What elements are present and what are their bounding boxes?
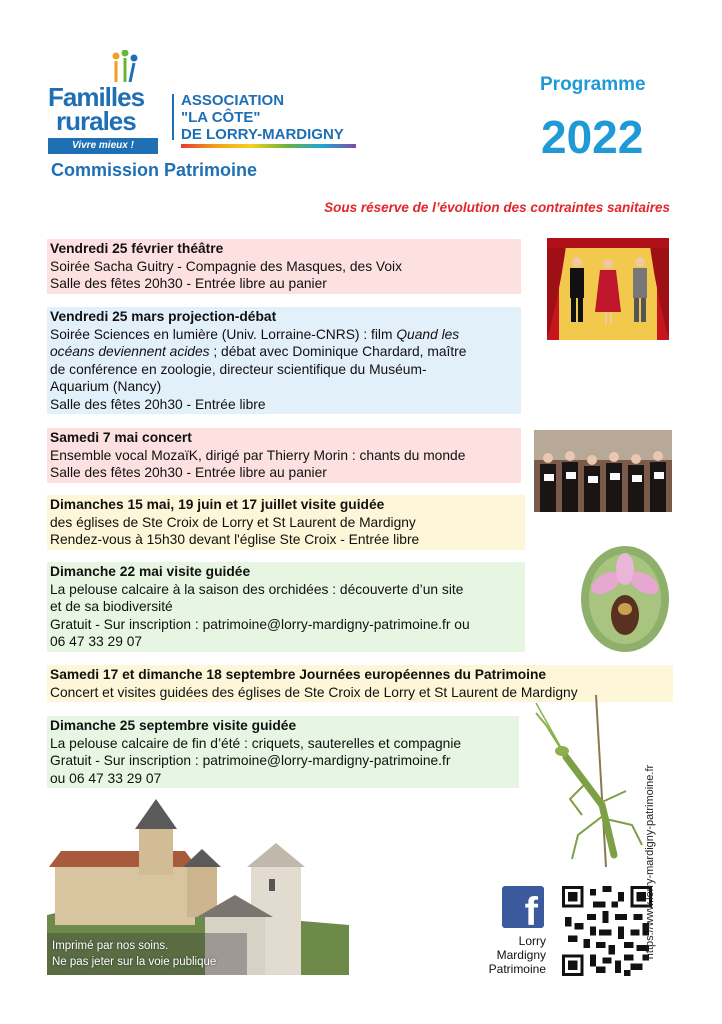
- logo-divider: [172, 94, 174, 140]
- association-name: [181, 92, 344, 143]
- rainbow-stripe: [181, 144, 356, 148]
- event-line: La pelouse calcaire de fin d’été : criquets, sauterelles et compagnie: [50, 735, 462, 751]
- association-line-1: ASSOCIATION: [181, 92, 285, 109]
- association-line-3: DE LORRY-MARDIGNY: [181, 126, 344, 143]
- event-orchid-visit: [47, 562, 525, 652]
- print-notice-line-1: Imprimé par nos soins.: [52, 940, 169, 952]
- theatre-actors-picture: [547, 238, 669, 340]
- event-projection: [47, 307, 521, 414]
- event-line: Salle des fêtes 20h30 - Entrée libre au panier: [50, 465, 327, 480]
- event-title: Vendredi 25 février théâtre: [50, 241, 224, 256]
- facebook-label-line-3: Patrimoine: [488, 962, 546, 976]
- website-url-vertical[interactable]: [640, 760, 662, 972]
- event-insects-visit: [47, 716, 519, 788]
- sanitary-notice: Sous réserve de l’évolution des contraintes sanitaires: [324, 200, 670, 215]
- familles-rurales-logo: [48, 80, 164, 156]
- logo-tagline: Vivre mieux !: [48, 138, 158, 154]
- logo-figures-icon: [110, 50, 140, 84]
- association-line-2: "LA CÔTE": [181, 109, 261, 126]
- event-line: des églises de Ste Croix de Lorry et St Laurent de Mardigny: [50, 514, 416, 530]
- event-title: Vendredi 25 mars projection-débat: [50, 309, 277, 324]
- programme-label: Programme: [540, 74, 646, 95]
- facebook-label-line-1: Lorry: [518, 934, 546, 948]
- event-title: Samedi 7 mai concert: [50, 430, 192, 445]
- qr-code-icon[interactable]: [562, 886, 652, 976]
- film-title-part1: Quand les: [396, 326, 460, 342]
- programme-year: 2022: [541, 111, 644, 163]
- facebook-letter: f: [524, 890, 538, 934]
- event-text: Soirée Sciences en lumière (Univ. Lorraine-CNRS) : film: [50, 326, 397, 342]
- print-notice-line-2: Ne pas jeter sur la voie publique: [52, 956, 217, 968]
- website-url[interactable]: https://www.lorry-mardigny-patrimoine.fr: [644, 764, 656, 960]
- commission-title: Commission Patrimoine: [51, 160, 258, 180]
- event-theatre: [47, 239, 521, 294]
- event-line: Rendez-vous à 15h30 devant l'église Ste Croix - Entrée libre: [50, 532, 420, 547]
- event-line: et de sa biodiversité: [50, 599, 173, 614]
- event-concert: [47, 428, 521, 483]
- event-line: Gratuit - Sur inscription : patrimoine@lorry-mardigny-patrimoine.fr: [50, 753, 451, 768]
- event-text: ; débat avec Dominique Chardard, maître: [209, 344, 467, 359]
- event-line: de conférence en zoologie, directeur scientifique du Muséum-: [50, 361, 427, 377]
- event-line: Gratuit - Sur inscription : patrimoine@lorry-mardigny-patrimoine.fr ou: [50, 616, 470, 632]
- orchid-picture: [580, 545, 670, 653]
- event-line: Ensemble vocal MozaïK, dirigé par Thierry Morin : chants du monde: [50, 447, 466, 463]
- event-line: Salle des fêtes 20h30 - Entrée libre: [50, 396, 266, 412]
- logo-word-rurales: rurales: [56, 106, 136, 136]
- print-notice: [52, 938, 216, 970]
- facebook-icon[interactable]: [502, 886, 544, 934]
- film-title-part2: océans deviennent acides: [50, 344, 210, 359]
- event-line: ou 06 47 33 29 07: [50, 770, 162, 786]
- choir-picture: [534, 430, 672, 512]
- event-guided-visits-churches: [47, 495, 525, 550]
- facebook-label: [474, 934, 546, 976]
- logo-word-familles: Familles: [48, 82, 145, 112]
- facebook-label-line-2: Mardigny: [496, 948, 546, 962]
- event-line: [50, 343, 518, 361]
- event-line: Aquarium (Nancy): [50, 379, 162, 394]
- praying-mantis-picture: [526, 695, 650, 869]
- event-title: Samedi 17 et dimanche 18 septembre Journées européennes du Patrimoine: [50, 667, 547, 682]
- event-line: [50, 326, 518, 344]
- event-title: Dimanches 15 mai, 19 juin et 17 juillet visite guidée: [50, 497, 385, 512]
- event-title: Dimanche 22 mai visite guidée: [50, 564, 251, 579]
- event-line: La pelouse calcaire à la saison des orchidées : découverte d’un site: [50, 581, 464, 597]
- event-line: Concert et visites guidées des églises de Ste Croix de Lorry et St Laurent de Mardigny: [50, 684, 578, 700]
- event-line: Soirée Sacha Guitry - Compagnie des Masques, des Voix: [50, 258, 403, 274]
- event-line: Salle des fêtes 20h30 - Entrée libre au panier: [50, 276, 327, 291]
- event-line: 06 47 33 29 07: [50, 634, 143, 649]
- event-title: Dimanche 25 septembre visite guidée: [50, 718, 297, 733]
